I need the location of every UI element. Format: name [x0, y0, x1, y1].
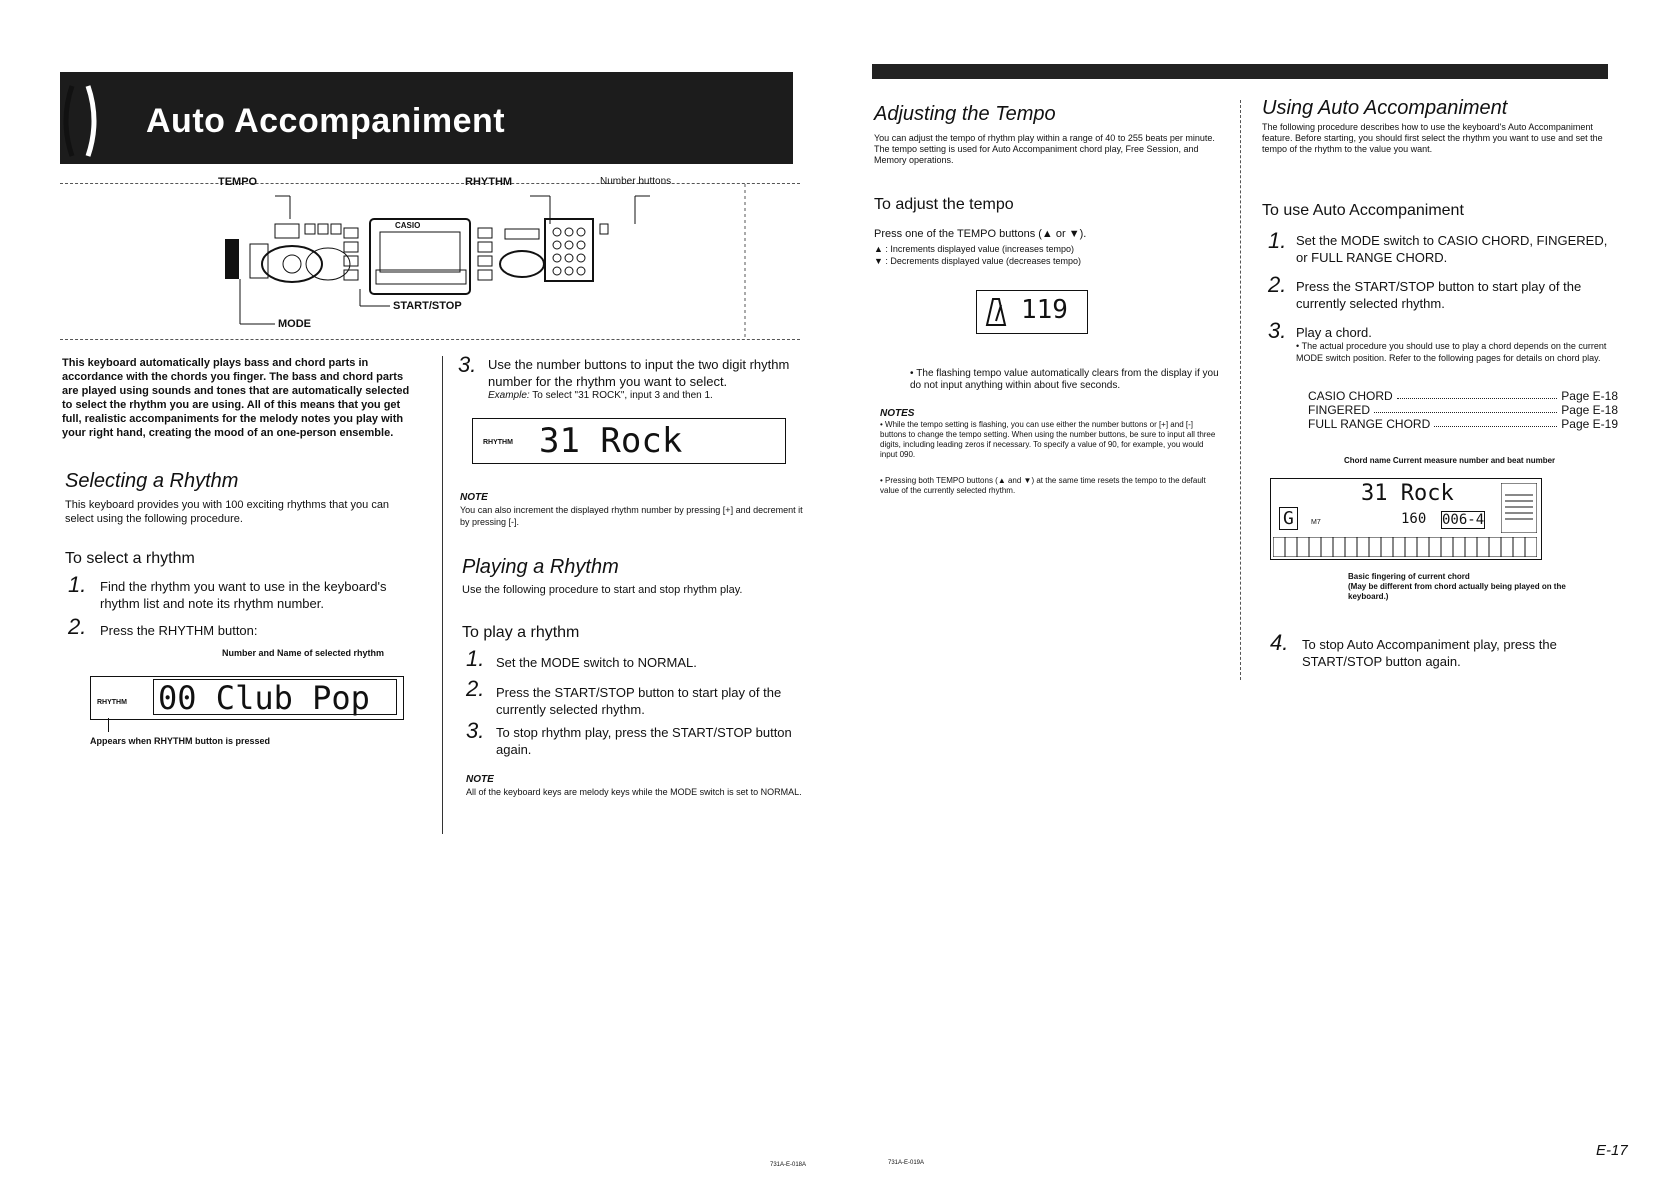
display-label: RHYTHM [483, 439, 513, 446]
auto-step-2: Press the START/STOP button to start play of the currently selected rhythm. [1296, 279, 1582, 311]
rhythm-display-rock [472, 418, 786, 464]
caption-leader [108, 718, 109, 732]
toc-label: FULL RANGE CHORD [1308, 417, 1431, 431]
heading-selecting-rhythm: Selecting a Rhythm [65, 470, 239, 492]
example-line [488, 390, 713, 401]
right-column-divider [1240, 100, 1242, 680]
page-number: E-17 [1596, 1142, 1628, 1159]
control-panel-diagram [60, 176, 800, 340]
step-number: 2. [1268, 272, 1287, 297]
toc-row [1308, 389, 1618, 403]
display-text: 00 Club Pop [153, 679, 397, 715]
footer-code-left: 731A-E-018A [770, 1162, 807, 1168]
select-step-2: Press the RHYTHM button: [100, 623, 258, 638]
tempo-down-desc: ▼ : Decrements displayed value (decreases tempo) [874, 256, 1081, 266]
step-number: 2. [68, 614, 87, 639]
step-number: 3. [1268, 318, 1287, 343]
toc-page: Page E-18 [1561, 403, 1618, 417]
select-step-3: Use the number buttons to input the two digit rhythm number for the rhythm you want to select. [488, 357, 790, 389]
flash-note-text: The flashing tempo value automatically clears from the display if you do not input anything within about five seconds. [910, 368, 1219, 391]
toc-label: CASIO CHORD [1308, 389, 1393, 403]
display-caption-bottom: Appears when RHYTHM button is pressed [90, 736, 271, 746]
label-start-stop: START/STOP [393, 300, 462, 312]
tempo-intro: You can adjust the tempo of rhythm play within a range of 40 to 255 beats per minute. The tempo setting is used for Auto Accompaniment chord play, Free Session, and Memory operations. [874, 133, 1215, 165]
tempo-note-2-text: Pressing both TEMPO buttons (▲ and ▼) at the same time resets the tempo to the default value of the currently selected rhythm. [880, 476, 1206, 495]
tempo-note-1-text: While the tempo setting is flashing, you can use either the number buttons or [+] and [-] buttons to change the tempo setting. When using the number buttons, be sure to input all three digits, including leading zeros if necessary. To specify a value of 90, for example, you would input 090. [880, 420, 1216, 459]
page-title: Auto Accompaniment [146, 102, 506, 140]
keyboard-panel-illustration [60, 184, 800, 339]
selecting-intro: This keyboard provides you with 100 exciting rhythms that you can select using the following procedure. [65, 499, 390, 525]
display-measure: 006-4 [1442, 512, 1485, 528]
label-tempo: TEMPO [218, 176, 258, 188]
playing-intro: Use the following procedure to start and stop rhythm play. [462, 584, 743, 596]
play-step-3: To stop rhythm play, press the START/STOP button again. [496, 725, 792, 757]
display-tempo: 160 [1401, 511, 1427, 527]
auto-step-1: Set the MODE switch to CASIO CHORD, FINGERED, or FULL RANGE CHORD. [1296, 233, 1608, 265]
subheading-play-rhythm: To play a rhythm [462, 624, 580, 641]
display-rhythm: 31 Rock [1361, 481, 1454, 506]
example-text: To select "31 ROCK", input 3 and then 1. [532, 390, 713, 401]
staff-icon [1501, 483, 1537, 533]
step-number: 3. [458, 352, 477, 377]
note-title: NOTE [460, 492, 488, 503]
page-reference-list [1308, 389, 1618, 431]
brand-logo: CASIO [395, 221, 421, 230]
step-number: 1. [1268, 228, 1287, 253]
auto-display-caption-top: Chord name Current measure number and beat number [1344, 456, 1556, 465]
notes-title: NOTES [880, 408, 915, 419]
caption-bottom-2: (May be different from chord actually being played on the keyboard.) [1348, 582, 1566, 601]
subheading-use-auto: To use Auto Accompaniment [1262, 202, 1464, 219]
flash-note: • The flashing tempo value automatically clears from the display if you do not input anything within about five seconds. [910, 368, 1219, 391]
display-chord: G [1279, 507, 1298, 530]
keyboard-keys-icon [1273, 537, 1537, 557]
tempo-note-1: • While the tempo setting is flashing, you can use either the number buttons or [+] and [-] buttons to change the tempo setting. When using the number buttons, be sure to input all three digits, including leading zeros if necessary. To specify a value of 90, for example, you would input 090. [880, 420, 1216, 459]
note-text: You can also increment the displayed rhythm number by pressing [+] and decrement it by pressing [-]. [460, 505, 803, 527]
step-number: 1. [466, 646, 485, 671]
auto-step-3-bullet: • The actual procedure you should use to play a chord depends on the current MODE switch position. Refer to the following pages for details on chord play. [1296, 341, 1607, 363]
toc-row [1308, 417, 1618, 431]
auto-step-3-bullet-text: The actual procedure you should use to play a chord depends on the current MODE switch position. Refer to the following pages for details on chord play. [1296, 341, 1607, 363]
play-step-1: Set the MODE switch to NORMAL. [496, 655, 697, 670]
step-number: 4. [1270, 630, 1289, 655]
tempo-display [976, 290, 1088, 334]
label-mode: MODE [278, 318, 311, 330]
label-number-buttons: Number buttons [600, 176, 672, 187]
toc-row [1308, 403, 1618, 417]
step-number: 2. [466, 676, 485, 701]
display-label: RHYTHM [97, 699, 127, 706]
heading-playing-rhythm: Playing a Rhythm [462, 556, 619, 578]
header-strip [872, 64, 1608, 79]
auto-step-3: Play a chord. [1296, 325, 1372, 340]
label-rhythm: RHYTHM [465, 176, 513, 188]
note2-title: NOTE [466, 774, 494, 785]
column-divider [442, 356, 443, 834]
intro-paragraph: This keyboard automatically plays bass and chord parts in accordance with the chords you finger. The bass and chord parts are played using sounds and tones that are automatically selected to select the rhythm you are using. All of this means that you get full, realistic accompaniments for the melody notes you play with your right hand, creating the mood of an one-person ensemble. [62, 357, 410, 439]
subheading-adjust-tempo: To adjust the tempo [874, 196, 1014, 213]
example-label: Example: [488, 390, 530, 401]
heading-using-auto: Using Auto Accompaniment [1262, 97, 1508, 119]
tempo-note-2: • Pressing both TEMPO buttons (▲ and ▼) at the same time resets the tempo to the default value of the currently selected rhythm. [880, 476, 1206, 495]
toc-page: Page E-19 [1561, 417, 1618, 431]
footer-code-right: 731A-E-019A [888, 1160, 925, 1166]
tempo-instruction: Press one of the TEMPO buttons (▲ or ▼). [874, 228, 1087, 240]
display-chord-sub: M7 [1311, 519, 1321, 526]
auto-intro: The following procedure describes how to use the keyboard's Auto Accompaniment feature. Before starting, you should first select the rhythm you want to use and set the tempo of the rhythm to the value you want. [1262, 122, 1603, 154]
auto-accompaniment-display [1270, 478, 1542, 560]
toc-page: Page E-18 [1561, 389, 1618, 403]
display-caption-top: Number and Name of selected rhythm [222, 648, 385, 658]
auto-step-4: To stop Auto Accompaniment play, press the START/STOP button again. [1302, 637, 1557, 669]
step-number: 1. [68, 572, 87, 597]
caption-bottom-1: Basic fingering of current chord [1348, 572, 1470, 581]
note2-text: All of the keyboard keys are melody keys while the MODE switch is set to NORMAL. [466, 787, 802, 797]
heading-adjusting-tempo: Adjusting the Tempo [874, 103, 1056, 125]
rhythm-display-club-pop [90, 676, 404, 720]
select-step-1: Find the rhythm you want to use in the keyboard's rhythm list and note its rhythm number. [100, 579, 387, 611]
subheading-select-rhythm: To select a rhythm [65, 550, 195, 567]
play-step-2: Press the START/STOP button to start play of the currently selected rhythm. [496, 685, 782, 717]
step-number: 3. [466, 718, 485, 743]
tempo-up-desc: ▲ : Increments displayed value (increases tempo) [874, 244, 1074, 254]
metronome-icon [981, 295, 1009, 327]
chapter-bracket-icon [58, 82, 100, 160]
display-text: 31 Rock [539, 421, 683, 461]
toc-label: FINGERED [1308, 403, 1371, 417]
tempo-value: 119 [1021, 295, 1068, 325]
